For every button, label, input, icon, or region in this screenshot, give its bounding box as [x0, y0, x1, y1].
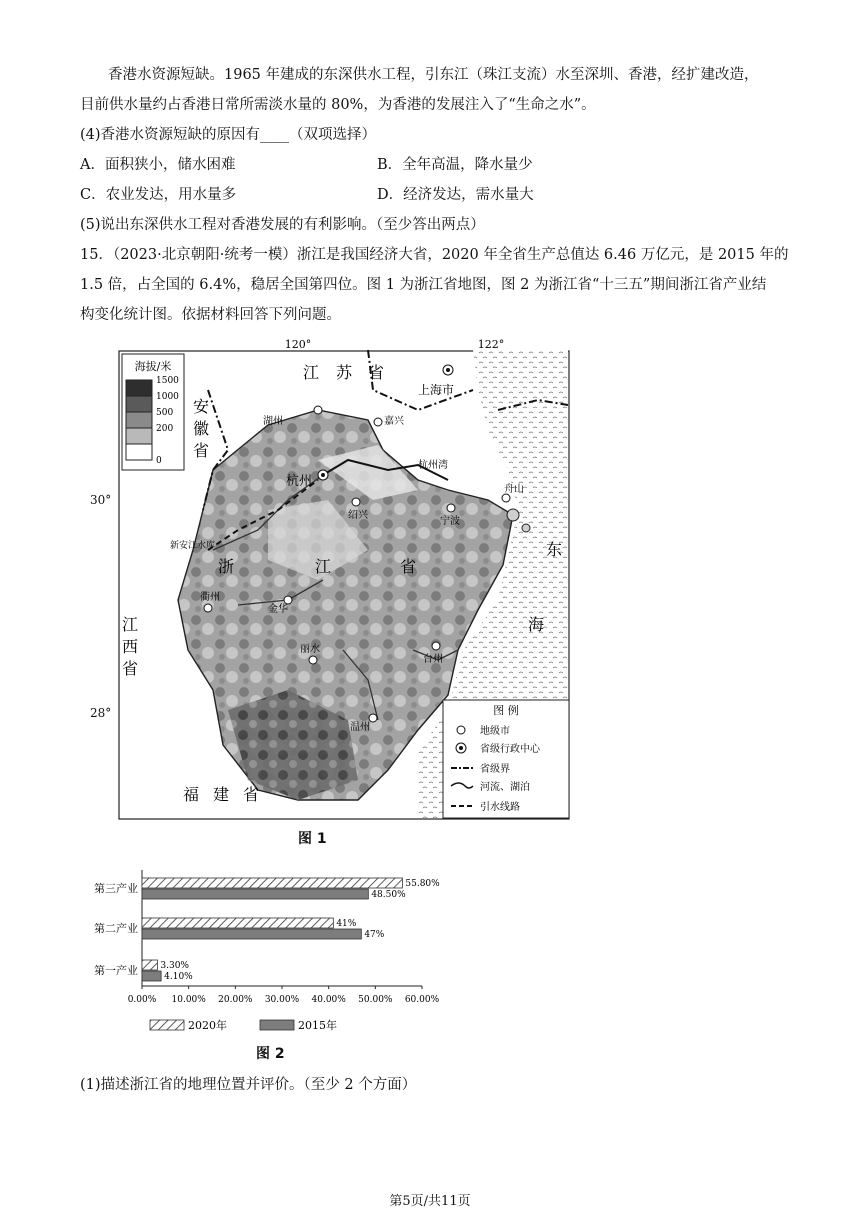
x-tick-label: 10.00% — [171, 995, 206, 1005]
svg-text:丽水: 丽水 — [300, 644, 320, 655]
svg-text:图 例: 图 例 — [493, 704, 519, 717]
svg-text:苏: 苏 — [336, 363, 353, 382]
question-15-line-3: 构变化统计图。依据材料回答下列问题。 — [80, 307, 341, 323]
svg-text:杭州: 杭州 — [286, 474, 313, 489]
x-tick-label: 30.00% — [264, 995, 300, 1005]
svg-text:江: 江 — [303, 363, 320, 382]
bay-label: 杭州湾 — [418, 460, 448, 471]
svg-text:0: 0 — [156, 456, 162, 466]
legend-swatch — [260, 1020, 294, 1030]
option-a: A．面积狭小，储水困难 — [80, 157, 236, 173]
svg-text:嘉兴: 嘉兴 — [384, 416, 404, 427]
svg-text:衢州: 衢州 — [200, 592, 220, 603]
x-tick-label: 60.00% — [404, 995, 440, 1005]
data-label: 41% — [336, 919, 357, 929]
svg-text:引水线路: 引水线路 — [480, 802, 520, 813]
svg-text:500: 500 — [156, 408, 174, 418]
svg-text:舟山: 舟山 — [504, 484, 524, 495]
page-footer: 第5页/共11页 — [389, 1194, 471, 1209]
bar-2015年 — [142, 971, 161, 981]
para-line-2: 目前供水量约占香港日常所需淡水量的 80%，为香港的发展注入了“生命之水”。 — [80, 97, 596, 113]
svg-text:1000: 1000 — [156, 392, 179, 402]
svg-text:福: 福 — [183, 785, 200, 804]
svg-text:绍兴: 绍兴 — [348, 510, 368, 521]
zhejiang-map — [118, 338, 570, 820]
svg-text:浙: 浙 — [218, 557, 235, 576]
svg-text:省: 省 — [243, 785, 260, 804]
question-5: (5)说出东深供水工程对香港发展的有利影响。（至少答出两点） — [80, 217, 485, 233]
data-label: 3.30% — [160, 961, 189, 971]
bar-2020年 — [142, 918, 333, 928]
svg-text:湖州: 湖州 — [263, 416, 283, 427]
legend-label: 2015年 — [298, 1019, 337, 1032]
option-d: D．经济发达，需水量大 — [377, 187, 534, 203]
svg-text:省: 省 — [193, 441, 210, 460]
svg-text:省级界: 省级界 — [480, 764, 510, 775]
svg-text:台州: 台州 — [423, 654, 443, 665]
x-tick-label: 40.00% — [311, 995, 346, 1005]
svg-text:地级市: 地级市 — [480, 726, 510, 737]
svg-text:徽: 徽 — [193, 419, 210, 438]
question-4: (4)香港水资源短缺的原因有____（双项选择） — [80, 127, 377, 143]
data-label: 55.80% — [405, 879, 440, 889]
category-label: 第一产业 — [94, 964, 138, 977]
lon-120-label: 120° — [284, 338, 312, 351]
industry-structure-chart — [80, 870, 460, 1040]
svg-text:西: 西 — [122, 637, 139, 656]
category-label: 第三产业 — [94, 882, 138, 895]
option-c: C．农业发达，用水量多 — [80, 187, 237, 203]
para-line-1: 香港水资源短缺。1965 年建成的东深供水工程，引东江（珠江支流）水至深圳、香港，经扩建改造， — [108, 67, 759, 83]
elevation-legend — [122, 354, 184, 470]
figure-1-caption: 图 1 — [298, 831, 327, 847]
question-15-line-1: 15．（2023·北京朝阳·统考一模）浙江是我国经济大省，2020 年全省生产总值达 6.46 万亿元，是 2015 年的 — [80, 247, 789, 263]
x-tick-label: 0.00% — [127, 995, 157, 1005]
lon-122-label: 122° — [477, 338, 505, 351]
svg-text:建: 建 — [213, 785, 230, 804]
svg-text:省: 省 — [368, 363, 385, 382]
data-label: 48.50% — [371, 890, 406, 900]
reservoir-label: 新安江水库 — [170, 541, 216, 551]
svg-text:上海市: 上海市 — [418, 383, 455, 397]
bar-2020年 — [142, 960, 157, 970]
bar-2020年 — [142, 878, 402, 888]
legend-label: 2020年 — [188, 1019, 227, 1032]
lat-28-label: 28° — [90, 706, 112, 720]
bar-2015年 — [142, 889, 368, 899]
svg-text:河流、湖泊: 河流、湖泊 — [480, 782, 530, 793]
x-tick-label: 50.00% — [358, 995, 393, 1005]
svg-text:温州: 温州 — [350, 722, 370, 733]
svg-text:省: 省 — [400, 557, 417, 576]
bar-2015年 — [142, 929, 361, 939]
svg-text:海: 海 — [528, 615, 545, 634]
lat-30-label: 30° — [90, 493, 112, 507]
question-15-line-2: 1.5 倍，占全国的 6.4%，稳居全国第四位。图 1 为浙江省地图，图 2 为浙江省“十三五”期间浙江省产业结 — [80, 277, 767, 293]
svg-text:省: 省 — [122, 659, 139, 678]
map-legend — [443, 700, 569, 818]
option-b: B．全年高温，降水量少 — [377, 157, 533, 173]
svg-text:安: 安 — [193, 397, 210, 416]
legend-swatch — [150, 1020, 184, 1030]
category-label: 第二产业 — [94, 922, 138, 935]
svg-text:1500: 1500 — [156, 376, 179, 386]
svg-text:省级行政中心: 省级行政中心 — [480, 744, 540, 755]
data-label: 4.10% — [164, 972, 193, 982]
svg-text:江: 江 — [315, 557, 332, 576]
question-15-sub-1: (1)描述浙江省的地理位置并评价。（至少 2 个方面） — [80, 1077, 417, 1093]
svg-text:海拔/米: 海拔/米 — [134, 360, 172, 373]
x-tick-label: 20.00% — [218, 995, 253, 1005]
svg-text:东: 东 — [546, 540, 563, 559]
svg-text:金华: 金华 — [268, 604, 288, 615]
figure-2-caption: 图 2 — [256, 1046, 285, 1062]
svg-text:江: 江 — [122, 615, 139, 634]
svg-text:宁波: 宁波 — [440, 516, 460, 527]
data-label: 47% — [364, 930, 385, 940]
svg-text:200: 200 — [156, 424, 174, 434]
